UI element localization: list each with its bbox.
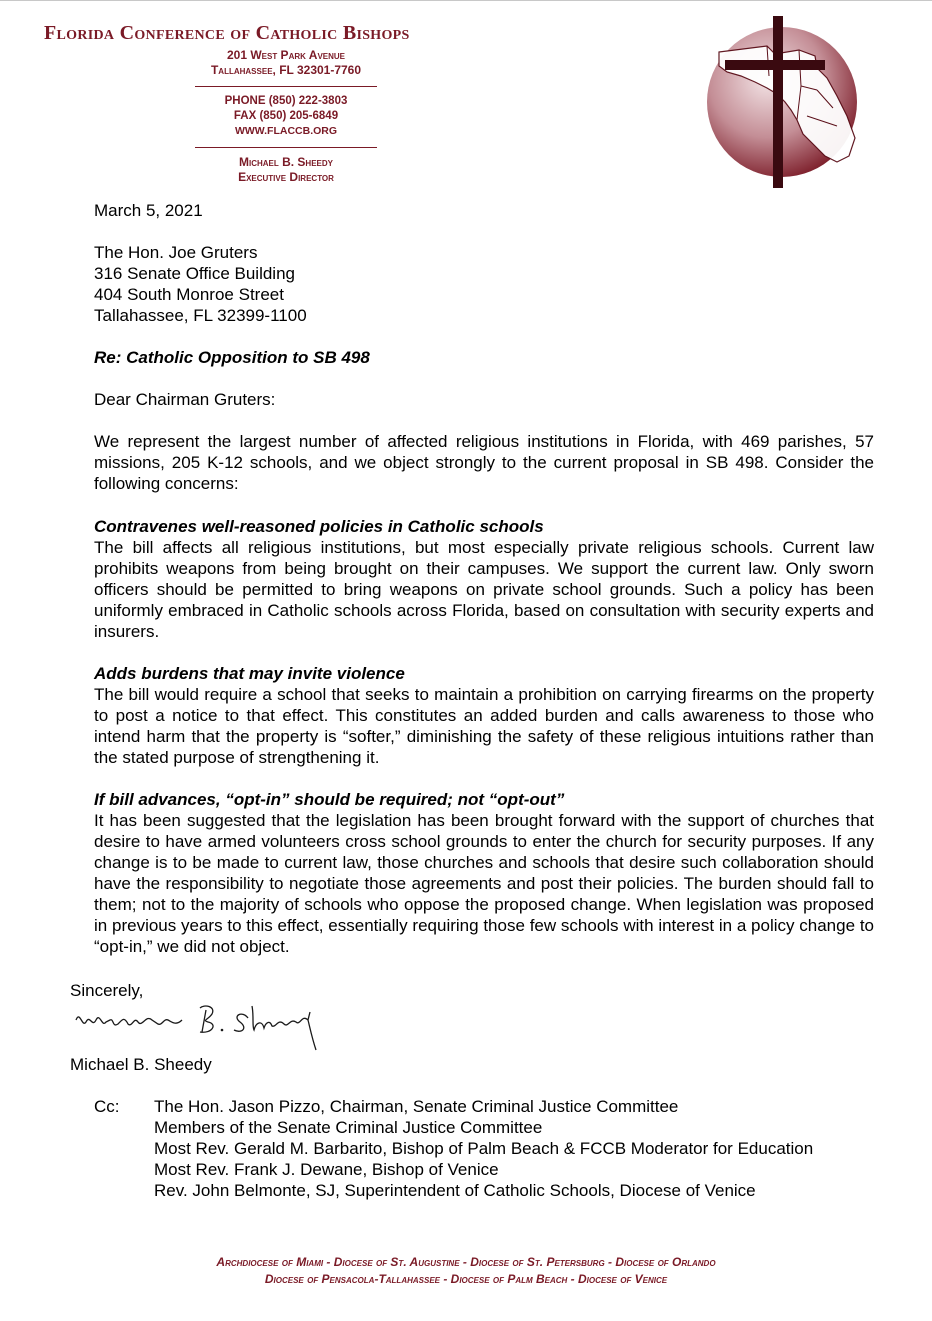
letter-subject: Re: Catholic Opposition to SB 498 [94, 348, 370, 367]
intro-paragraph: We represent the largest number of affected religious institutions in Florida, with 469 parishes, 57 missions, 205 K-12 schools, and we object strongly to the current proposal in SB 498. Consider the following concerns: [94, 432, 874, 493]
org-contact [195, 94, 377, 139]
cc-recipient: Most Rev. Gerald M. Barbarito, Bishop of Palm Beach & FCCB Moderator for Education [154, 1139, 814, 1158]
section-body: The bill affects all religious institutions, but most especially private religious schools. Current law prohibits weapons from being brought on their campuses. We support the current law. Only sworn officers should be permitted to bring weapons on private school grounds. Such a policy has been uniformly embraced in Catholic schools across Florida, based on consultation with security experts and insurers. [94, 538, 874, 641]
org-address [195, 48, 377, 78]
footer-dioceses-line-1: Archdiocese of Miami - Diocese of St. Augustine - Diocese of St. Petersburg - Diocese of Orlando [216, 1255, 716, 1269]
cc-recipient: The Hon. Jason Pizzo, Chairman, Senate Criminal Justice Committee [154, 1097, 679, 1116]
footer-dioceses-line-2: Diocese of Pensacola-Tallahassee - Diocese of Palm Beach - Diocese of Venice [264, 1272, 668, 1286]
section-heading: Contravenes well-reasoned policies in Catholic schools [94, 517, 544, 536]
letter-date: March 5, 2021 [94, 201, 203, 220]
website-link[interactable]: WWW.FLACCB.ORG [234, 125, 338, 137]
cc-recipient: Members of the Senate Criminal Justice Committee [154, 1118, 543, 1137]
page-top-edge [0, 0, 932, 1]
section-heading: If bill advances, “opt-in” should be required; not “opt-out” [94, 790, 565, 809]
executive-director [195, 155, 377, 185]
closing: Sincerely, [70, 981, 144, 1000]
letterhead-divider [195, 86, 377, 87]
cc-recipient: Rev. John Belmonte, SJ, Superintendent of Catholic Schools, Diocese of Venice [154, 1181, 756, 1200]
phone-number: PHONE (850) 222-3803 [224, 95, 348, 107]
cc-label: Cc: [94, 1097, 120, 1116]
signature-image [72, 998, 342, 1054]
recipient-line: 404 South Monroe Street [94, 285, 284, 304]
recipient-line: 316 Senate Office Building [94, 264, 295, 283]
signer-name: Michael B. Sheedy [70, 1055, 212, 1074]
recipient-line: The Hon. Joe Gruters [94, 243, 258, 262]
director-title: Executive Director [238, 170, 334, 184]
section-body: The bill would require a school that seeks to maintain a prohibition on carrying firearms on the property to post a notice to that effect. This constitutes an added burden and calls awareness to those who intend harm that the property is “softer,” diminishing the safety of these religious intuitions rather than the stated purpose of strengthening it. [94, 685, 874, 767]
section-heading: Adds burdens that may invite violence [94, 664, 405, 683]
recipient-line: Tallahassee, FL 32399-1100 [94, 306, 307, 325]
fax-number: FAX (850) 205-6849 [233, 110, 339, 122]
letterhead-divider [195, 147, 377, 148]
address-line-1: 201 West Park Avenue [226, 48, 346, 62]
fccb-logo-icon [697, 16, 867, 188]
cc-recipient: Most Rev. Frank J. Dewane, Bishop of Venice [154, 1160, 499, 1179]
address-line-2: Tallahassee, FL 32301-7760 [210, 63, 362, 77]
org-name: Florida Conference of Catholic Bishops [44, 22, 410, 44]
section-body: It has been suggested that the legislation has been brought forward with the support of churches that desire to have armed volunteers cross school grounds to enter the church for security purposes. If any change is to be made to current law, those churches and schools that desire such collaboration should have the responsibility to negotiate those agreements and post their policies. The burden should fall to them; not to the majority of schools who oppose the proposed change. When legislation was proposed in previous years to this effect, essentially requiring those few schools with interest in a policy change to “opt-in,” we did not object. [94, 811, 874, 956]
director-name: Michael B. Sheedy [238, 155, 333, 169]
salutation: Dear Chairman Gruters: [94, 390, 276, 409]
cc-list [154, 1096, 813, 1201]
